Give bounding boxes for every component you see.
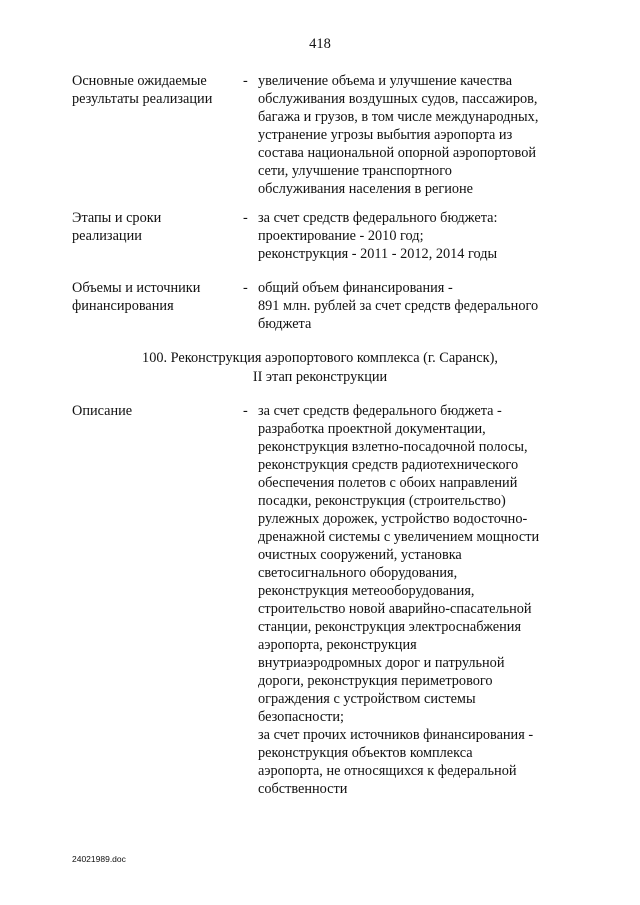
text-line: состава национальной опорной аэропортовой — [258, 145, 537, 161]
text-line: внутриаэродромных дорог и патрульной — [258, 655, 505, 671]
text-line: рулежных дорожек, устройство водосточно- — [258, 511, 528, 527]
section-label: Описание — [72, 403, 133, 419]
text-line: светосигнального оборудования, — [258, 565, 458, 581]
text-line: обеспечения полетов с обоих направлений — [258, 475, 518, 491]
text-line: разработка проектной документации, — [258, 421, 486, 437]
text-line: 891 млн. рублей за счет средств федерального — [258, 298, 539, 314]
text-line: за счет прочих источников финансирования - — [258, 727, 534, 743]
text-line: сети, улучшение транспортного — [258, 163, 452, 179]
file-name-footer: 24021989.doc — [72, 854, 126, 864]
text-line: ограждения с устройством системы — [258, 691, 476, 707]
text-line: аэропорта, не относящихся к федеральной — [258, 763, 517, 779]
text-line: дороги, реконструкция периметрового — [258, 673, 493, 689]
text-line: очистных сооружений, установка — [258, 547, 462, 563]
text-line: собственности — [258, 781, 348, 797]
heading-line: II этап реконструкции — [252, 369, 388, 385]
text-line: за счет средств федерального бюджета: — [258, 210, 498, 226]
text-line: строительство новой аварийно-спасательной — [258, 601, 532, 617]
section-label: Основные ожидаемые результаты реализации — [72, 73, 213, 107]
text-line: обслуживания воздушных судов, пассажиров, — [258, 91, 538, 107]
section-value — [258, 402, 588, 798]
text-line: реконструкция объектов комплекса — [258, 745, 473, 761]
section-value — [258, 279, 588, 333]
section-label: Объемы и источники финансирования — [72, 280, 201, 314]
text-line: багажа и грузов, в том числе международных, — [258, 109, 539, 125]
text-line: увеличение объема и улучшение качества — [258, 73, 513, 89]
text-line: посадки, реконструкция (строительство) — [258, 493, 506, 509]
section-label: Этапы и сроки реализации — [72, 210, 162, 244]
text-line: безопасности; — [258, 709, 345, 725]
text-line: реконструкция - 2011 - 2012, 2014 годы — [258, 246, 498, 262]
text-line: обслуживания населения в регионе — [258, 181, 474, 197]
page-number: 418 — [309, 36, 331, 52]
text-line: реконструкция метеооборудования, — [258, 583, 475, 599]
section-value — [258, 72, 588, 198]
dash-separator: - — [243, 210, 248, 226]
text-line: реконструкция средств радиотехнического — [258, 457, 519, 473]
dash-separator: - — [243, 280, 248, 296]
section-value — [258, 209, 588, 263]
text-line: за счет средств федерального бюджета - — [258, 403, 502, 419]
text-line: станции, реконструкция электроснабжения — [258, 619, 522, 635]
section-heading — [0, 349, 640, 387]
text-line: аэропорта, реконструкция — [258, 637, 417, 653]
dash-separator: - — [243, 403, 248, 419]
text-line: проектирование - 2010 год; — [258, 228, 424, 244]
text-line: бюджета — [258, 316, 312, 332]
text-line: общий объем финансирования - — [258, 280, 453, 296]
dash-separator: - — [243, 73, 248, 89]
text-line: дренажной системы с увеличением мощности — [258, 529, 540, 545]
text-line: устранение угрозы выбытия аэропорта из — [258, 127, 513, 143]
heading-line: 100. Реконструкция аэропортового комплекса (г. Саранск), — [142, 350, 498, 366]
text-line: реконструкция взлетно-посадочной полосы, — [258, 439, 528, 455]
